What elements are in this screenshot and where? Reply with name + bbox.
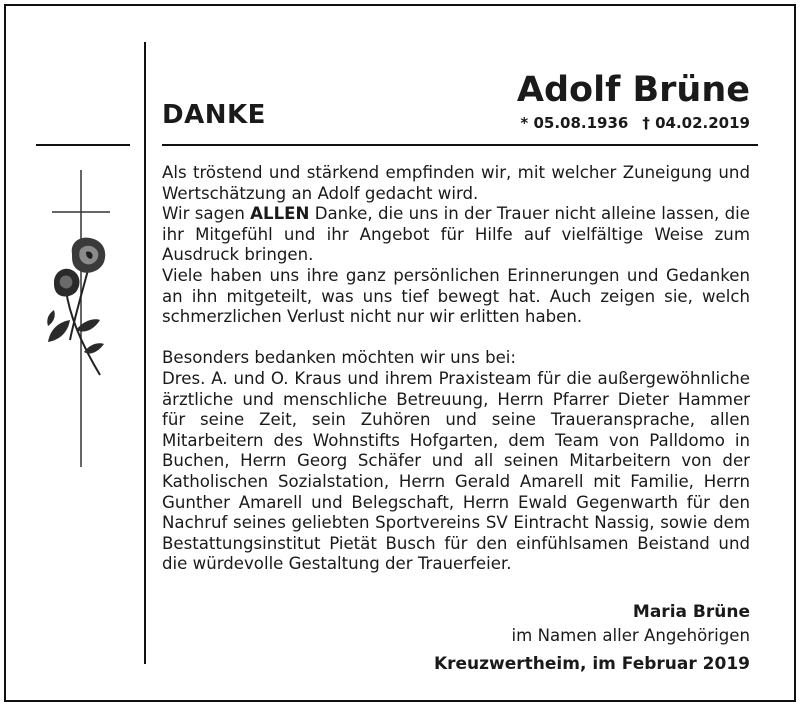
vertical-divider — [144, 42, 146, 664]
deceased-name: Adolf Brüne — [516, 70, 750, 110]
notice-title: DANKE — [162, 100, 266, 130]
message-body — [162, 163, 750, 575]
signatory-name: Maria Brüne — [632, 602, 750, 622]
paragraph-acknowledgements: Dres. A. und O. Kraus und ihrem Praxisteam für die außergewöhnliche ärztliche und menschliche Betreuung, Herrn Pfarrer Dieter Hammer für seine Zeit, sein Zuhören und seine Traueransprache, allen Mitarbeitern des Wohnstifts Hofgarten, dem Team von Palldomo in Buchen, Herrn Georg Schäfer und all seinen Mitarbeitern von der Katholischen Sozialstation, Herrn Gerald Amarell mit Familie, Herrn Gunther Amarell und Belegschaft, Herrn Ewald Gegenwarth für den Nachruf seines geliebten Sportvereins SV Eintracht Nassig, sowie dem Bestattungsinstitut Pietät Busch für den einfühlsamen Beistand und die würdevolle Gestaltung der Trauerfeier. — [162, 368, 750, 574]
place-and-date: Kreuzwertheim, im Februar 2019 — [433, 654, 750, 674]
paragraph-intro: Als tröstend und stärkend empfinden wir, mit welcher Zuneigung und Wertschätzung an Adolf gedacht wird. — [162, 163, 750, 203]
emphasis-allen: ALLEN — [250, 204, 310, 224]
death-date: † 04.02.2019 — [642, 114, 750, 132]
paragraph-special-thanks-intro: Besonders bedanken möchten wir uns bei: — [162, 348, 517, 368]
paragraph-memories: Viele haben uns ihre ganz persönlichen Erinnerungen und Gedanken an ihn mitgeteilt, was uns tief bewegt hat. Auch zeigen sie, welch schmerzlichen Verlust nicht nur wir erlitten haben. — [162, 265, 750, 327]
cross-with-roses-icon — [40, 170, 130, 470]
paragraph-thanks: Wir sagen ALLEN Danke, die uns in der Trauer nicht alleine lassen, die ihr Mitgefühl und ihr Angebot für Hilfe auf vielfältige Weise zum Ausdruck bringen. — [162, 204, 750, 265]
signatory-subtitle: im Namen aller Angehörigen — [511, 626, 750, 645]
birth-date: * 05.08.1936 — [520, 114, 629, 132]
header-divider — [162, 144, 758, 146]
left-horizontal-divider — [36, 144, 130, 146]
life-dates — [520, 114, 750, 132]
